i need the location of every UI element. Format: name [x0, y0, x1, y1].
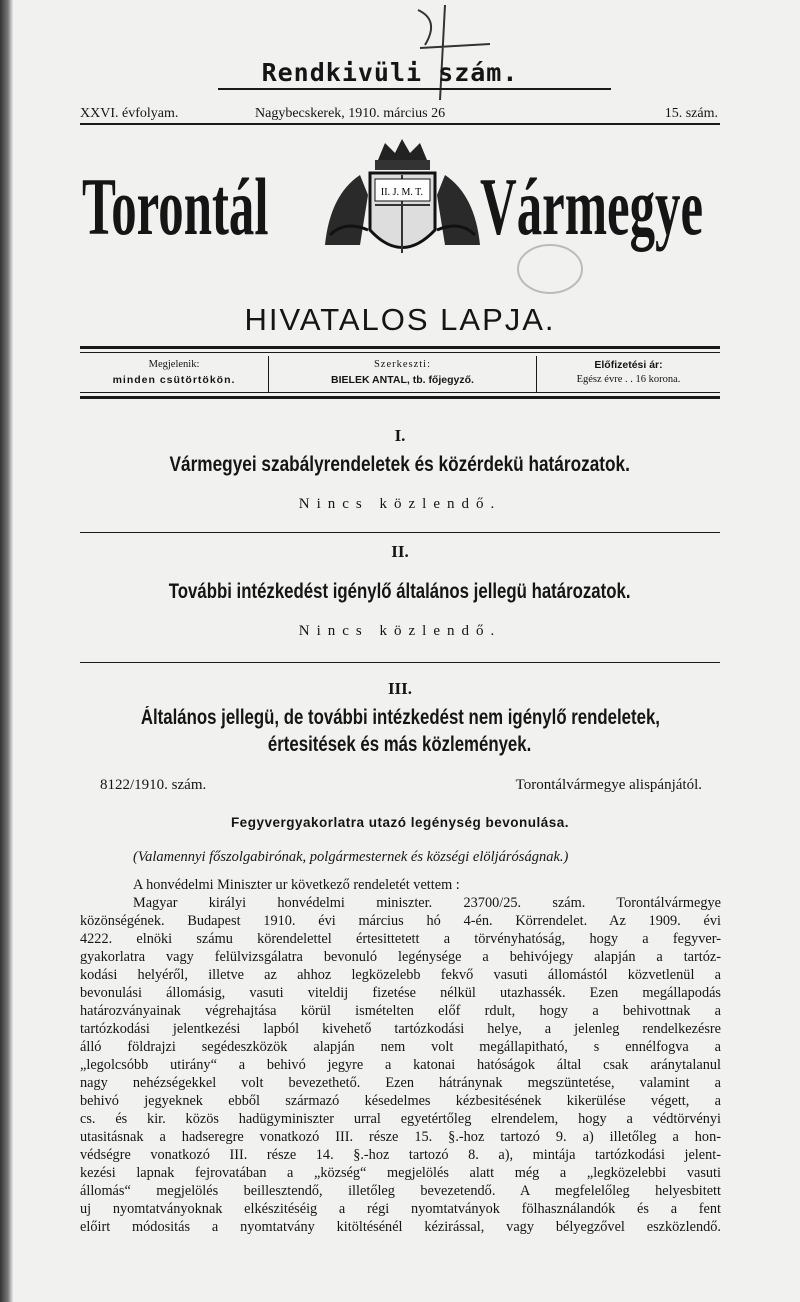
article-addressee: (Valamennyi főszolgabirónak, polgármesternek és községi elöljáróságnak.) [133, 849, 569, 865]
divider [80, 346, 720, 349]
section-note: Nincs közlendő. [298, 623, 502, 639]
handwritten-mark [400, 0, 500, 110]
publication-value: minden csütörtökön. [112, 374, 236, 386]
title-right: Vármegye [480, 161, 704, 252]
divider [80, 352, 720, 353]
library-stamp [515, 242, 585, 297]
divider [80, 123, 720, 125]
article-line: kezési lapnak fejrovatában a „község“ megjelölés alatt még a „legközelebbi vasuti [80, 1165, 721, 1181]
article-line: bevonulási állomásig, vasuti viteldij fizetése nélkül utazhassék. Ezen megállapodás [80, 985, 721, 1001]
editor-value: BIELEK ANTAL, tb. főjegyző. [331, 374, 474, 386]
article-line: álló földrajzi segédeszközök alapján nem volt megállapitható, s ennélfogva a [80, 1039, 721, 1055]
article-line: előirt módositás a nyomtatvány kitöltésénél kézirással, vagy bélyegzővel eszközlendő. [80, 1219, 721, 1235]
subscription-label: Előfizetési ár: [594, 359, 663, 371]
volume: XXVI. évfolyam. [80, 106, 179, 121]
article-title: Fegyvergyakorlatra utazó legénység bevonulása. [230, 815, 570, 830]
section-numeral: II. [391, 542, 409, 561]
subscription-value: Egész évre . . 16 korona. [576, 374, 681, 385]
special-issue-label: Rendkivüli szám. [261, 58, 519, 87]
article-issuer: Torontálvármegye alispánjától. [515, 777, 702, 793]
scan-edge [0, 0, 13, 1302]
article-line: utasitásnak a hadseregre vonatkozó III. része 15. §.-hoz tartozó 9. a) illetőleg a hon- [80, 1129, 721, 1145]
article-line: védségre vonatkozó III. része 14. §.-hoz tartozó 8. a), mintája tartózkodási jelent- [80, 1147, 721, 1163]
article-line: 4222. elnöki számu körendelettel értesittetett a törvényhatóság, hogy a fegyver- [80, 931, 721, 947]
article-line: tartózkodási jelentkezési lapból kivehető tartózkodási helye, a jelenleg rendelkezésre [80, 1021, 721, 1037]
issue-number: 15. szám. [664, 106, 718, 121]
svg-text:II. J. M. T.: II. J. M. T. [380, 187, 424, 198]
divider [80, 392, 720, 393]
article-line: nagy nehézségekkel volt bevezethető. Ezen hátránynak megszüntetése, valamint a [80, 1075, 721, 1091]
place-date: Nagybecskerek, 1910. március 26 [255, 106, 446, 121]
title-left: Torontál [82, 161, 269, 252]
article-line: határozványainak végrehajtása körül ismételten előf rdult, hogy a behivottnak a [80, 1003, 721, 1019]
divider [80, 662, 720, 663]
subtitle: HIVATALOS LAPJA. [244, 302, 556, 337]
coat-of-arms-icon [320, 135, 485, 280]
section-heading-line2: értesitések és más közlemények. [268, 733, 532, 756]
section-note: Nincs közlendő. [298, 496, 502, 512]
editor-label: Szerkeszti: [373, 359, 432, 370]
article-line: Magyar királyi honvédelmi miniszter. 23700/25. szám. Torontálvármegye [133, 895, 721, 911]
article-line: behivó jegyeknek ebből származó késedelmes kézbesitésének kikerülése végett, a [80, 1093, 721, 1109]
publication-label: Megjelenik: [148, 359, 200, 370]
section-heading: Vármegyei szabályrendeletek és közérdekü határozatok. [169, 453, 631, 476]
article-number: 8122/1910. szám. [100, 777, 207, 793]
article-line: uj nyomtatványoknak elkészitéséig a régi nyomtatványok fölhasználandók és a fent [80, 1201, 721, 1217]
article-line: közönségének. Budapest 1910. évi március hó 4-én. Körrendelet. Az 1909. évi [80, 913, 721, 929]
article-line: „legolcsóbb utirány“ a behivó jegyre a katonai hatóságok által csak aránytalanul [80, 1057, 721, 1073]
article-line: cs. és kir. közös hadügyminiszter urral egyetértőleg elrendelem, hogy a védtörvényi [80, 1111, 721, 1127]
article-line: állomás“ megjelölés beillesztendő, illetőleg bevezetendő. A megfelelőleg helyesbitett [80, 1183, 721, 1199]
section-numeral: I. [394, 426, 406, 445]
divider [80, 396, 720, 399]
article-line: gyakorlatra vagy felülvizsgálatra bevonuló legénysége a behivójegy alapján a tartóz- [80, 949, 721, 965]
divider [80, 532, 720, 533]
divider [218, 88, 611, 90]
article-line: A honvédelmi Miniszter ur következő rendeletét vettem : [133, 877, 460, 893]
section-heading-line1: Általános jellegü, de további intézkedést nem igénylő rendeletek, [140, 706, 660, 729]
section-heading: További intézkedést igénylő általános jellegü határozatok. [169, 580, 631, 603]
section-numeral: III. [387, 679, 413, 698]
article-line: kodási helyéről, illetve az ahhoz legközelebb fekvő vasuti állomástól közvetlenül a [80, 967, 721, 983]
